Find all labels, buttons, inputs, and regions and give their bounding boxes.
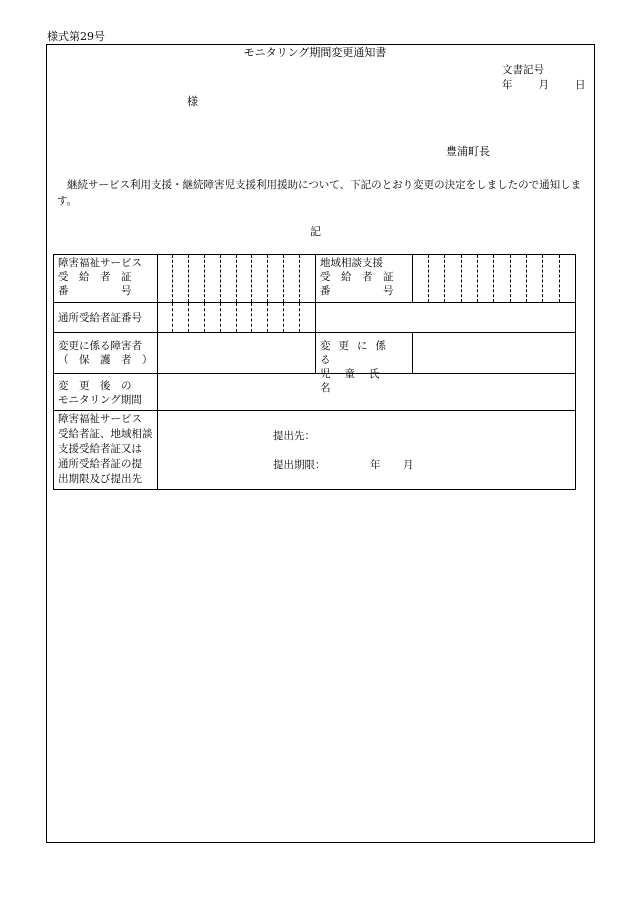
table-line — [53, 254, 54, 490]
addressee-suffix: 様 — [187, 95, 198, 108]
deadline-label: 提出期限： — [273, 459, 326, 471]
new-monitoring-period-label: 変 更 後 の モニタリング期間 — [58, 380, 142, 406]
issuer-name: 豊浦町長 — [446, 145, 490, 158]
date-month-label: 月 — [538, 79, 549, 91]
new-monitoring-period-field[interactable] — [158, 374, 575, 410]
form-number: 様式第29号 — [47, 30, 105, 43]
submission-info-label: 障害福祉サービス 受給者証、地域相談 支援受給者証又は 通所受給者証の提 出期限及び提出先 — [58, 413, 153, 485]
table-line — [412, 254, 413, 302]
date-line — [502, 80, 586, 91]
deadline-month-label: 月 — [403, 459, 414, 471]
affected-person-field[interactable] — [158, 333, 315, 373]
community-support-cert-label: 地域相談支援 受 給 者 証 番 号 — [320, 257, 394, 297]
affected-child-label: 変更に係る 児童氏名 — [320, 340, 394, 394]
welfare-service-cert-label: 障害福祉サービス 受 給 者 証 番 号 — [58, 257, 142, 297]
affected-child-field[interactable] — [413, 333, 575, 373]
affected-person-label: 変更に係る障害者 （ 保 護 者 ） — [58, 340, 153, 366]
deadline-year-label: 年 — [370, 459, 381, 471]
ki-label: 記 — [310, 225, 321, 238]
document-number-label: 文書記号 — [502, 64, 544, 76]
table-line — [575, 254, 576, 490]
date-day-label: 日 — [575, 79, 586, 91]
day-care-cert-label: 通所受給者証番号 — [58, 312, 142, 324]
table-line — [315, 254, 316, 373]
date-year-label: 年 — [502, 79, 513, 91]
document-title: モニタリング期間変更通知書 — [243, 46, 387, 59]
table-line — [53, 489, 576, 490]
notice-body-text: 継続サービス利用支援・継続障害児支援利用援助について、下記のとおり変更の決定をしましたので通知します。 — [57, 179, 582, 207]
table-line — [53, 410, 576, 411]
submit-to-label: 提出先： — [273, 430, 315, 442]
